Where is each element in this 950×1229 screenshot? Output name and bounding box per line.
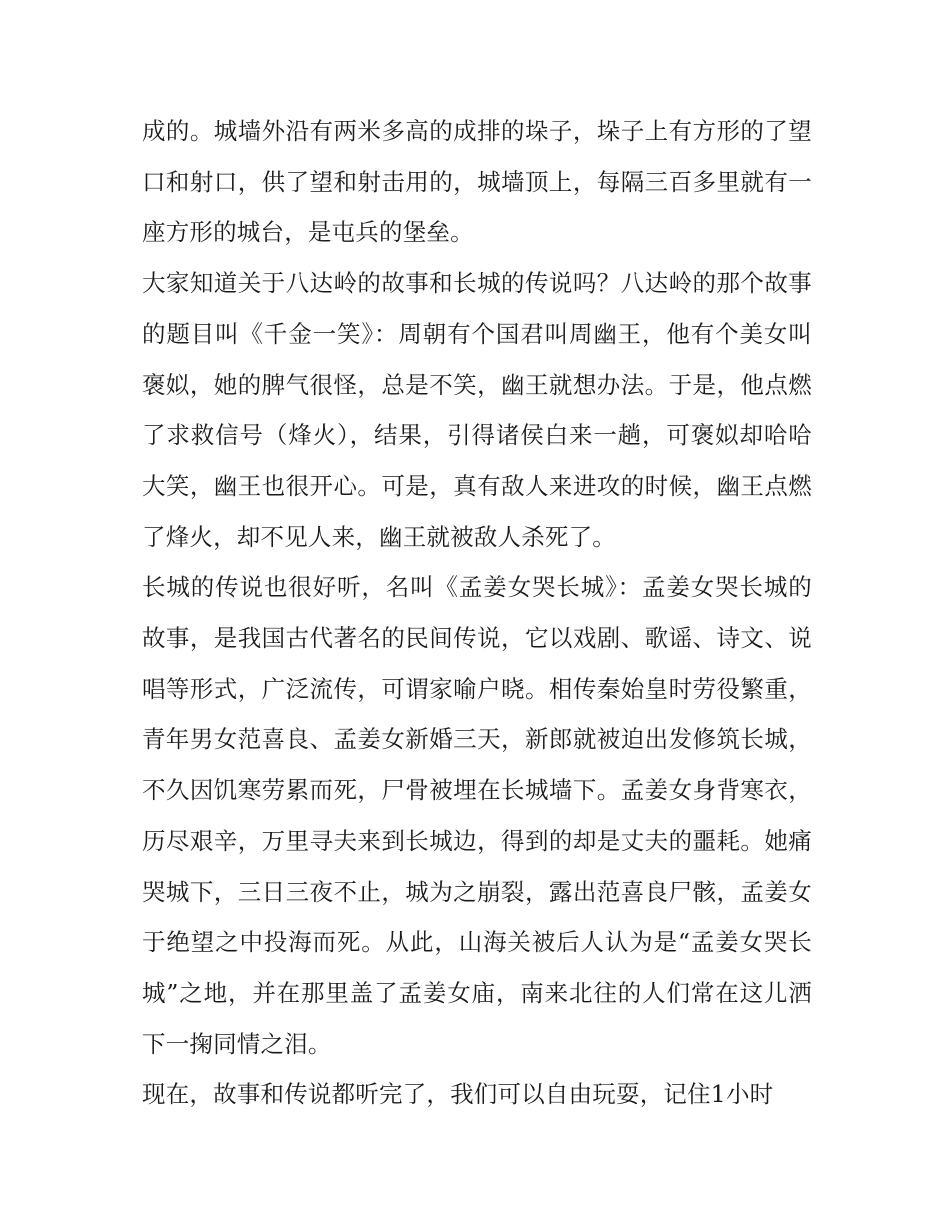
paragraph-free-time: 现在，故事和传说都听完了，我们可以自由玩耍，记住1小时 (142, 1080, 774, 1109)
document-body (142, 106, 812, 1120)
paragraph-city-wall: 成的。城墙外沿有两米多高的成排的垛子，垛子上有方形的了望口和射口，供了望和射击用的，城墙顶上，每隔三百多里就有一座方形的城台，是屯兵的堡垒。 (142, 117, 812, 247)
paragraph-badaling-story: 大家知道关于八达岭的故事和长城的传说吗？八达岭的那个故事的题目叫《千金一笑》：周朝有个国君叫周幽王，他有个美女叫褒姒，她的脾气很怪，总是不笑，幽王就想办法。于是，他点燃了求救信号（烽火），结果，引得诸侯白来一趟，可褒姒却哈哈大笑，幽王也很开心。可是，真有敌人来进攻的时候，幽王点燃了烽火，却不见人来，幽王就被敌人杀死了。 (142, 269, 812, 551)
paragraph-mengjiangnv-legend: 长城的传说也很好听，名叫《孟姜女哭长城》：孟姜女哭长城的故事，是我国古代著名的民间传说，它以戏剧、歌谣、诗文、说唱等形式，广泛流传，可谓家喻户晓。相传秦始皇时劳役繁重，青年男女范喜良、孟姜女新婚三天，新郎就被迫出发修筑长城，不久因饥寒劳累而死，尸骨被埋在长城墙下。孟姜女身背寒衣，历尽艰辛，万里寻夫来到长城边，得到的却是丈夫的噩耗。她痛哭城下，三日三夜不止，城为之崩裂，露出范喜良尸骸，孟姜女于绝望之中投海而死。从此，山海关被后人认为是“孟姜女哭长城”之地，并在那里盖了孟姜女庙，南来北往的人们常在这儿洒下一掬同情之泪。 (142, 573, 812, 1058)
